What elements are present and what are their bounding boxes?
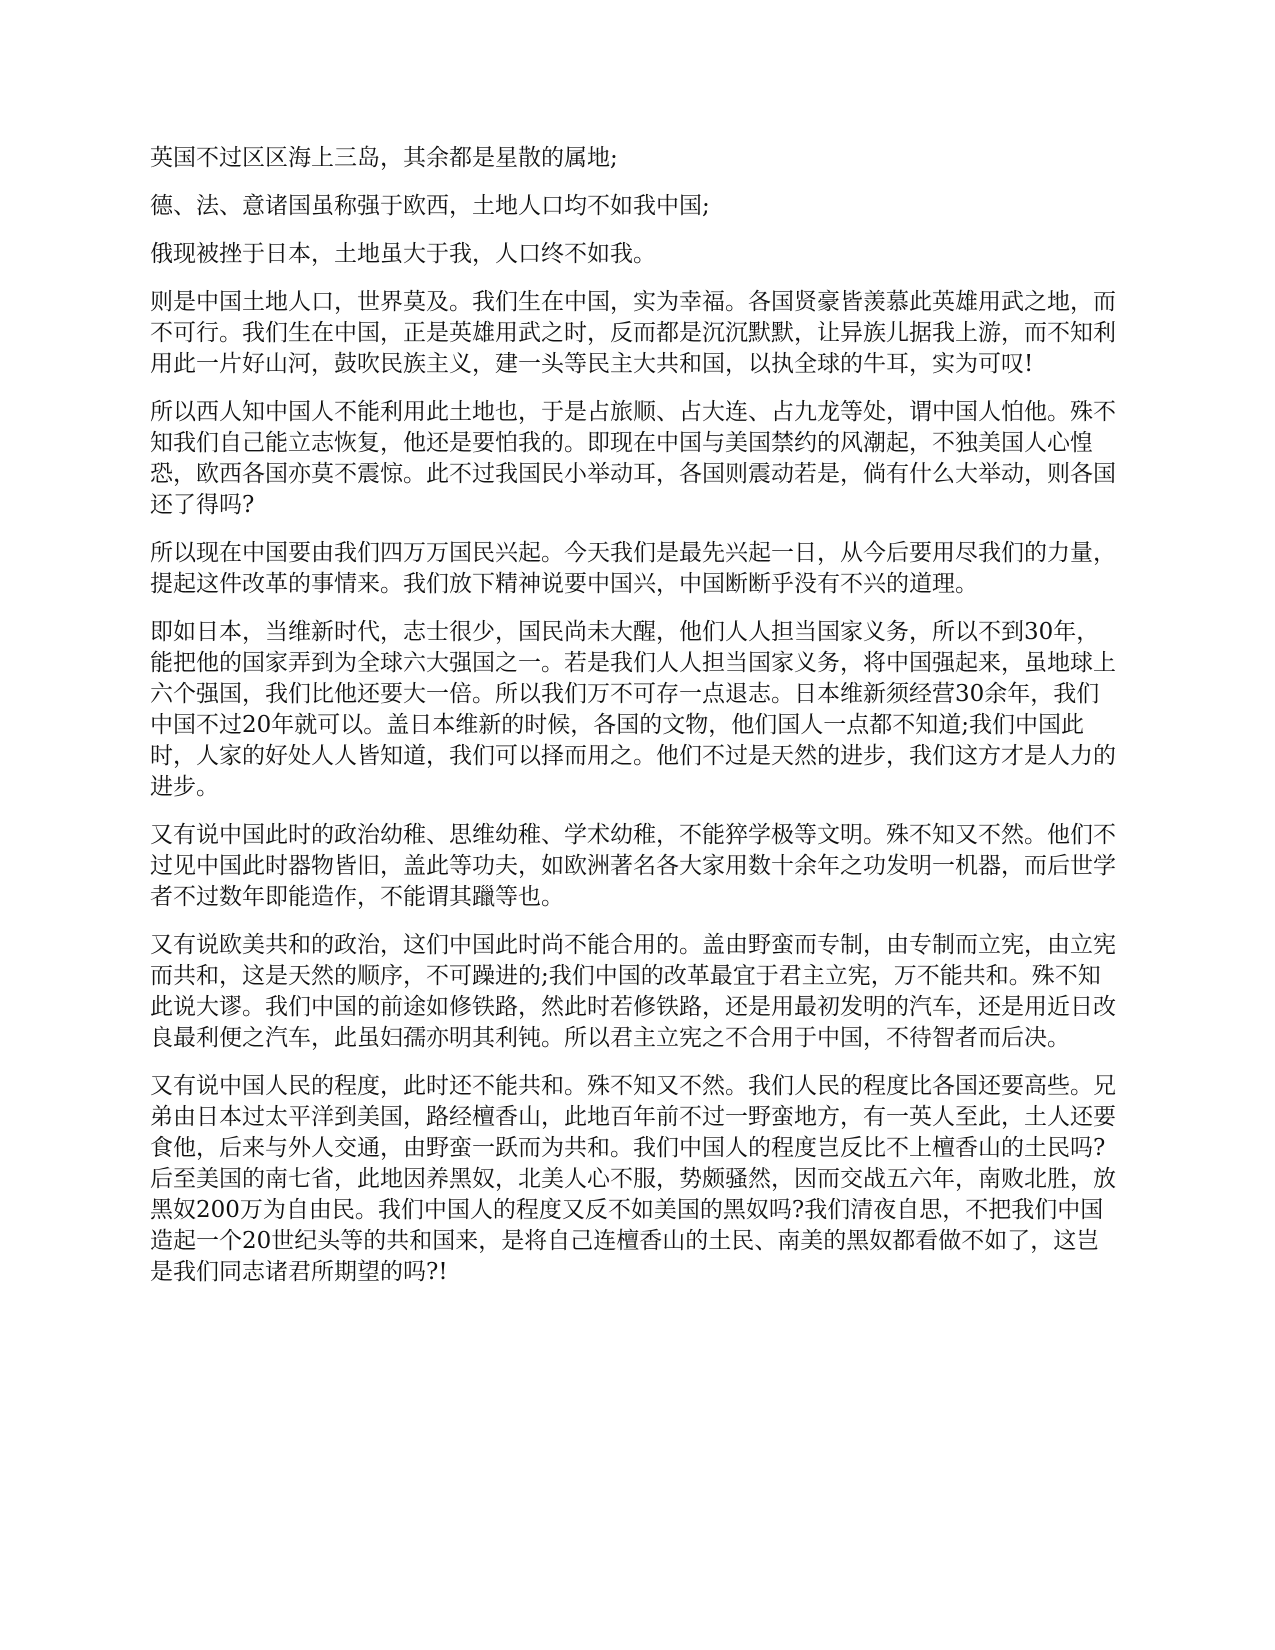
paragraph: 俄现被挫于日本，土地虽大于我，人口终不如我。 (150, 241, 656, 267)
paragraph: 德、法、意诸国虽称强于欧西，土地人口均不如我中国; (150, 193, 710, 219)
paragraph: 又有说中国人民的程度，此时还不能共和。殊不知又不然。我们人民的程度比各国还要高些。兄弟由日本过太平洋到美国，路经檀香山，此地百年前不过一野蛮地方，有一英人至此，土人还要食他，后来与外人交通，由野蛮一跃而为共和。我们中国人的程度岂反比不上檀香山的土民吗?后至美国的南七省，此地因养黑奴，北美人心不服，势颇骚然，因而交战五六年，南败北胜，放黑奴200万为自由民。我们中国人的程度又反不如美国的黑奴吗?我们清夜自思，不把我们中国造起一个20世纪头等的共和国来，是将自己连檀香山的土民、南美的黑奴都看做不如了，这岂是我们同志诸君所期望的吗?! (150, 1073, 1116, 1285)
document-page (150, 143, 1120, 1305)
paragraph: 英国不过区区海上三岛，其余都是星散的属地; (150, 145, 618, 171)
paragraph: 所以现在中国要由我们四万万国民兴起。今天我们是最先兴起一日，从今后要用尽我们的力量，提起这件改革的事情来。我们放下精神说要中国兴，中国断断乎没有不兴的道理。 (150, 540, 1116, 597)
paragraph: 所以西人知中国人不能利用此土地也，于是占旅顺、占大连、占九龙等处，谓中国人怕他。殊不知我们自己能立志恢复，他还是要怕我的。即现在中国与美国禁约的风潮起，不独美国人心惶恐，欧西各国亦莫不震惊。此不过我国民小举动耳，各国则震动若是，倘有什么大举动，则各国还了得吗? (150, 399, 1116, 518)
paragraph: 则是中国土地人口，世界莫及。我们生在中国，实为幸福。各国贤豪皆羡慕此英雄用武之地，而不可行。我们生在中国，正是英雄用武之时，反而都是沉沉默默，让异族儿据我上游，而不知利用此一片好山河，鼓吹民族主义，建一头等民主大共和国，以执全球的牛耳，实为可叹! (150, 289, 1116, 377)
paragraph: 即如日本，当维新时代，志士很少，国民尚未大醒，他们人人担当国家义务，所以不到30年，能把他的国家弄到为全球六大强国之一。若是我们人人担当国家义务，将中国强起来，虽地球上六个强国，我们比他还要大一倍。所以我们万不可存一点退志。日本维新须经营30余年，我们中国不过20年就可以。盖日本维新的时候，各国的文物，他们国人一点都不知道;我们中国此时，人家的好处人人皆知道，我们可以择而用之。他们不过是天然的进步，我们这方才是人力的进步。 (150, 619, 1116, 800)
paragraph: 又有说中国此时的政治幼稚、思维幼稚、学术幼稚，不能猝学极等文明。殊不知又不然。他们不过见中国此时器物皆旧，盖此等功夫，如欧洲著名各大家用数十余年之功发明一机器，而后世学者不过数年即能造作，不能谓其躐等也。 (150, 822, 1116, 910)
paragraph: 又有说欧美共和的政治，这们中国此时尚不能合用的。盖由野蛮而专制，由专制而立宪，由立宪而共和，这是天然的顺序，不可躁进的;我们中国的改革最宜于君主立宪，万不能共和。殊不知此说大谬。我们中国的前途如修铁路，然此时若修铁路，还是用最初发明的汽车，还是用近日改良最利便之汽车，此虽妇孺亦明其利钝。所以君主立宪之不合用于中国，不待智者而后决。 (150, 932, 1116, 1051)
